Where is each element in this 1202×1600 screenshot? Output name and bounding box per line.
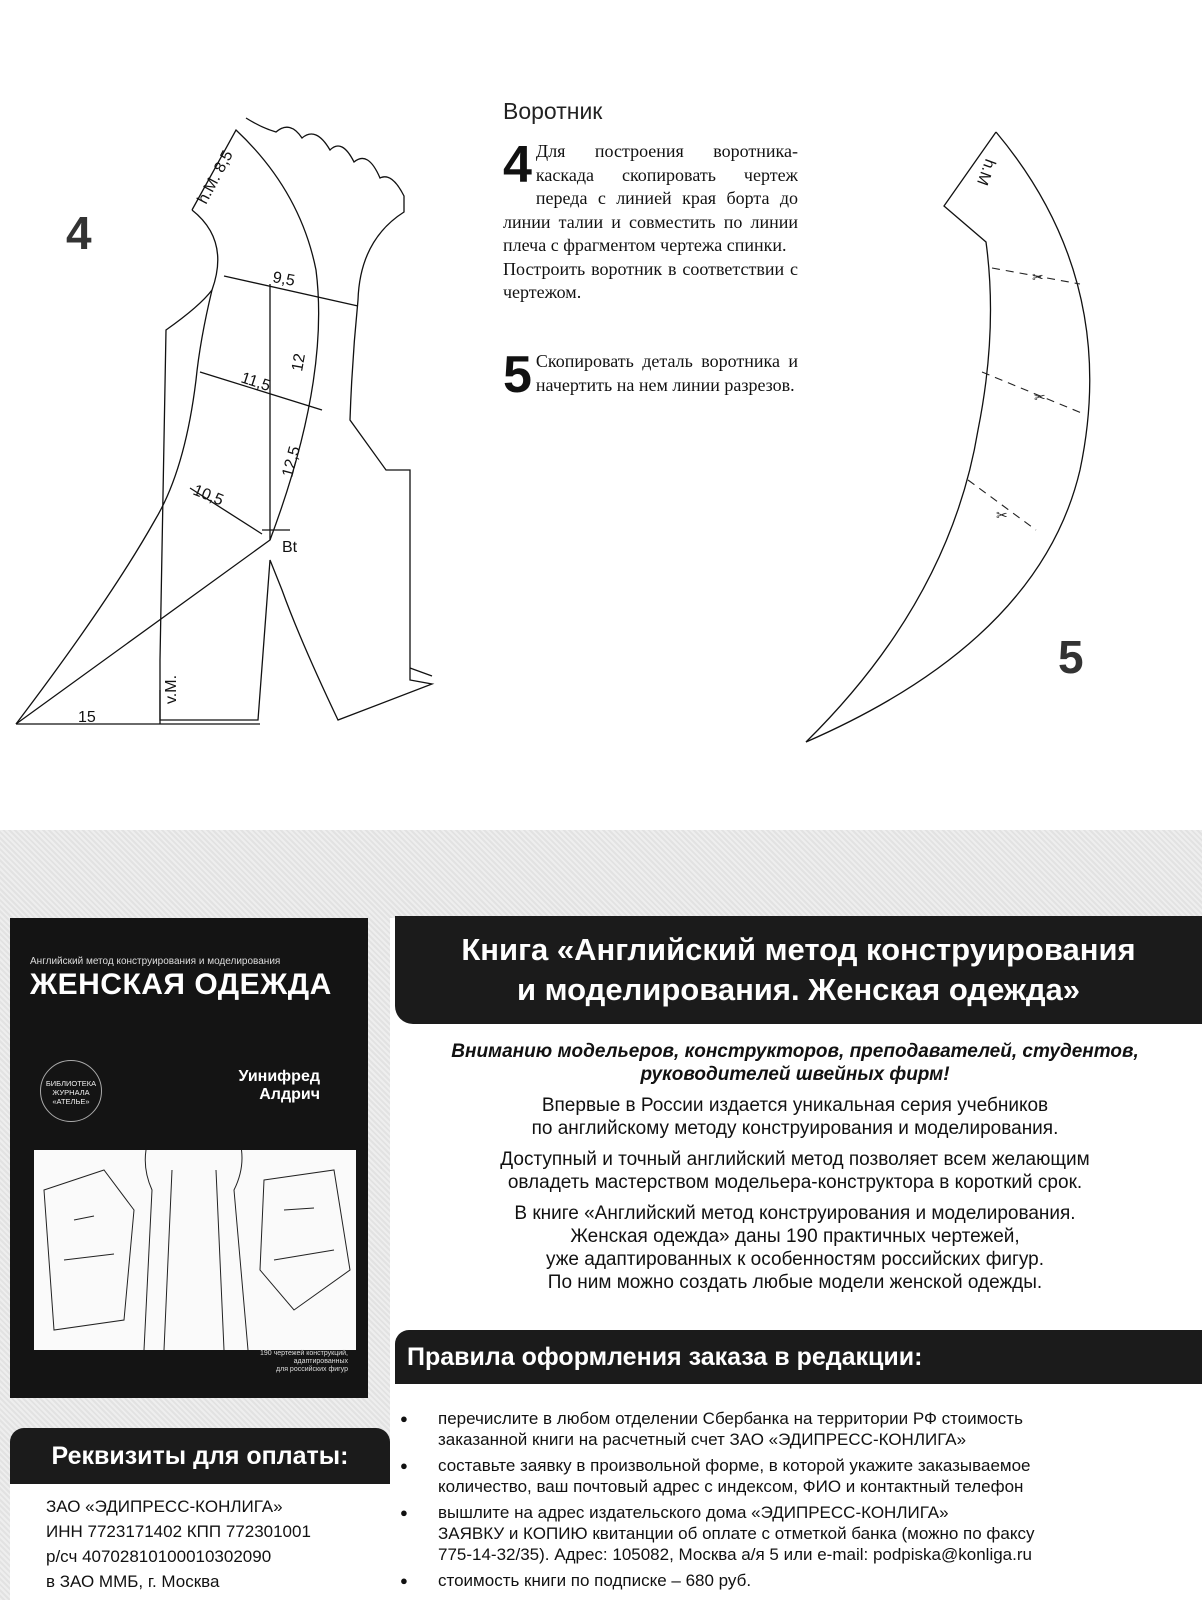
attention-line: Вниманию модельеров, конструкторов, преподавателей, студентов, [451, 1041, 1139, 1062]
step-number: 5 [503, 346, 532, 404]
dim-label: 15 [78, 709, 96, 726]
paragraph-line: уже адаптированных к особенностям российских фигур. [545, 1249, 1045, 1270]
paragraph-line: овладеть мастерством модельера-конструктора в короткий срок. [507, 1172, 1083, 1193]
payment-line: р/сч 40702810100010302090 [46, 1547, 272, 1566]
rule-line: ЗАЯВКУ и КОПИЮ квитанции об оплате с отметкой банка (можно по факсу [438, 1524, 1035, 1543]
rules-title: Правила оформления заказа в редакции: [395, 1330, 1202, 1384]
cover-subtitle: Английский метод конструирования и моделирования [30, 956, 281, 967]
payment-title: Реквизиты для оплаты: [10, 1428, 390, 1484]
list-item [400, 1570, 1190, 1591]
paragraph-line: Доступный и точный английский метод позволяет всем желающим [500, 1149, 1090, 1170]
rule-line: количество, ваш почтовый адрес с индексом, ФИО и контактный телефон [438, 1477, 1024, 1496]
dim-label: 12,5 [279, 444, 304, 480]
cover-author [238, 1068, 320, 1104]
figure-5-label: 5 [1058, 631, 1084, 683]
attention-line: руководителей швейных фирм! [640, 1064, 950, 1085]
dim-label: Bt [282, 539, 298, 556]
figure-5-collar [780, 120, 1100, 750]
cover-title: ЖЕНСКАЯ ОДЕЖДА [30, 968, 332, 1001]
payment-line: в ЗАО ММБ, г. Москва [46, 1572, 220, 1591]
list-item [400, 1455, 1190, 1497]
payment-details [10, 1484, 390, 1600]
cover-illustration [34, 1150, 356, 1350]
book-cover [10, 918, 368, 1398]
payment-line: ИНН 7723171402 КПП 772301001 [46, 1522, 311, 1541]
scissors-icon: ✂ [1032, 270, 1044, 286]
payment-line: ЗАО «ЭДИПРЕСС-КОНЛИГА» [46, 1497, 283, 1516]
paragraph-line: Женская одежда» даны 190 практичных чертежей, [570, 1226, 1020, 1247]
step-text-2: Построить воротник в соответствии с чертежом. [503, 258, 798, 302]
ad-paragraph-1 [395, 1094, 1195, 1140]
author-last-name: Алдрич [259, 1086, 320, 1103]
ad-paragraph-2 [395, 1148, 1195, 1194]
cover-footnote: 190 чертежей конструкций, адаптированных для российских фигур [259, 1350, 348, 1373]
fashion-sketch-icon [34, 1150, 356, 1350]
scissors-icon: ✂ [996, 508, 1008, 524]
dim-label: h.M. 8,5 [194, 147, 237, 207]
dim-label: 10,5 [190, 481, 226, 510]
list-item [400, 1502, 1190, 1565]
paragraph-line: По ним можно создать любые модели женской одежды. [547, 1272, 1043, 1293]
step-text: Скопировать деталь воротника и начертить на нем линии разрезов. [535, 351, 798, 395]
scissors-icon: ✂ [1034, 390, 1046, 406]
dim-label: 11,5 [238, 369, 273, 396]
headline-line: Книга «Английский метод конструирования [461, 932, 1136, 967]
order-rules-list [400, 1408, 1190, 1596]
dim-label: 12 [289, 352, 310, 373]
rule-line: заказанной книги на расчетный счет ЗАО «ЭДИПРЕСС-КОНЛИГА» [438, 1430, 967, 1449]
rule-line: ● перечислите в любом отделении Сбербанка на территории РФ стоимость [438, 1409, 1023, 1428]
attention-text [395, 1040, 1195, 1086]
headline-line: и моделирования. Женская одежда» [516, 972, 1081, 1007]
paragraph-line: В книге «Английский метод конструирования и моделирования. [514, 1203, 1076, 1224]
mark-label: h.M [973, 156, 999, 188]
list-item [400, 1408, 1190, 1450]
figure-4-pattern [0, 100, 500, 740]
step-number: 4 [503, 136, 532, 194]
dim-label: v.M. [163, 674, 180, 704]
rule-line: ● составьте заявку в произвольной форме, в которой укажите заказываемое [438, 1456, 1031, 1475]
ad-headline [395, 916, 1202, 1024]
rule-line: ● стоимость книги по подписке – 680 руб. [438, 1571, 752, 1590]
paragraph-line: по английскому методу конструирования и моделирования. [531, 1118, 1059, 1139]
ad-paragraph-3 [395, 1202, 1195, 1294]
step-text: Для построения воротника-каскада скопировать чертеж переда с линией края борта до линии талии и совместить по линии плеча с фрагментом чертежа спинки. [503, 141, 798, 255]
library-badge: БИБЛИОТЕКА ЖУРНАЛА «АТЕЛЬЕ» [40, 1060, 102, 1122]
step-4 [503, 136, 798, 305]
rule-line: ● вышлите на адрес издательского дома «ЭДИПРЕСС-КОНЛИГА» [438, 1503, 949, 1522]
step-5 [503, 346, 798, 404]
dim-label: 9,5 [271, 269, 297, 290]
figure-4-label: 4 [66, 207, 92, 259]
author-first-name: Уинифред [238, 1068, 320, 1085]
paragraph-line: Впервые в России издается уникальная серия учебников [541, 1095, 1049, 1116]
section-title: Воротник [503, 98, 603, 124]
rule-line: 775-14-32/35). Адрес: 105082, Москва а/я 5 или e-mail: podpiska@konliga.ru [438, 1545, 1032, 1564]
